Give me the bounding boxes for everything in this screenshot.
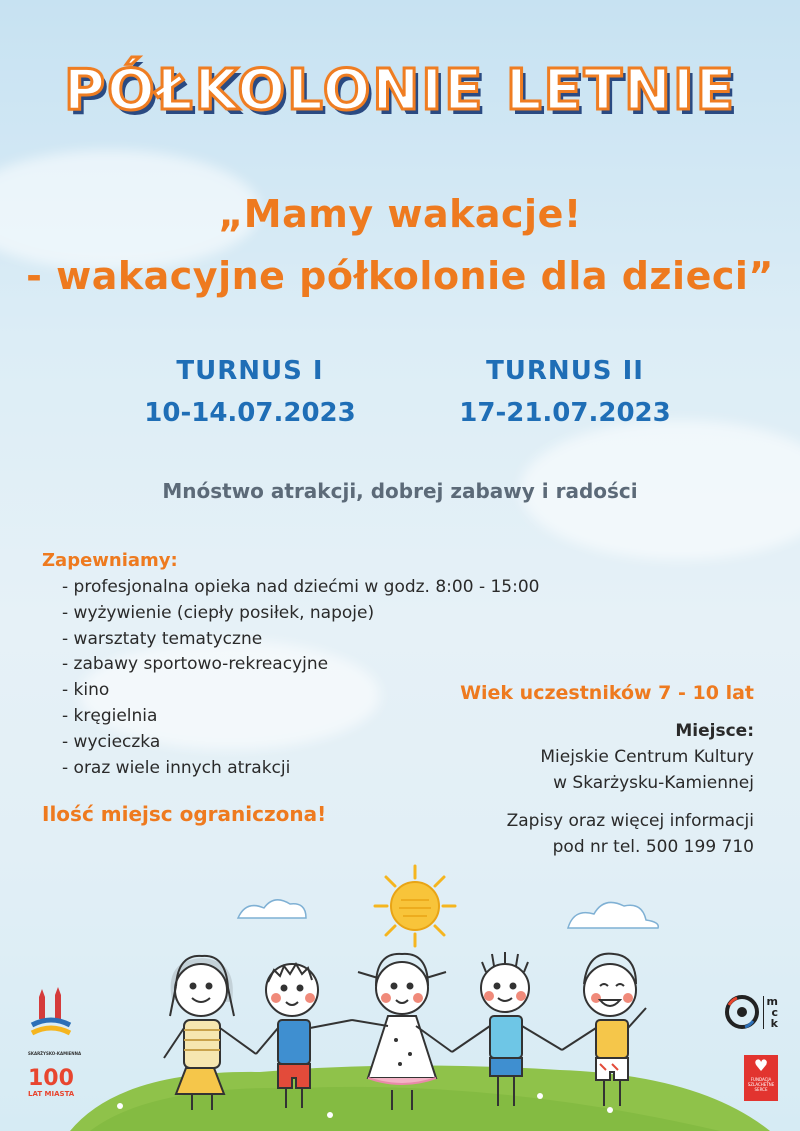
turnus-1-dates: 10-14.07.2023 xyxy=(144,398,356,428)
subtitle-line-1: „Mamy wakacje! xyxy=(218,192,582,236)
sun-icon xyxy=(375,866,455,946)
list-item: - wyżywienie (ciepły posiłek, napoje) xyxy=(62,602,375,623)
contact-line-2: pod nr tel. 500 199 710 xyxy=(552,837,754,857)
anniversary-text: LAT MIASTA xyxy=(28,1090,75,1098)
city-logo-text: SKARŻYSKO-KAMIENNA xyxy=(28,1051,82,1056)
age-range: Wiek uczestników 7 - 10 lat xyxy=(460,682,754,704)
place-line-1: Miejskie Centrum Kultury xyxy=(540,747,754,767)
offer-heading: Zapewniamy: xyxy=(42,550,178,571)
place-label: Miejsce: xyxy=(675,721,754,741)
turnus-1 xyxy=(140,356,360,428)
mck-letter: c xyxy=(771,1005,778,1019)
mck-letter: k xyxy=(770,1016,778,1030)
mck-eye-icon xyxy=(725,995,759,1029)
kids-illustration xyxy=(0,860,800,1131)
list-item: - kino xyxy=(62,680,110,701)
contact-line-1: Zapisy oraz więcej informacji xyxy=(506,811,754,831)
fund-logo xyxy=(744,1055,778,1101)
cloud-icon xyxy=(568,902,658,928)
city-logos xyxy=(28,985,98,1098)
subtitle-line-2: - wakacyjne półkolonie dla dzieci” xyxy=(26,254,774,298)
turnus-2-name: TURNUS II xyxy=(486,356,644,386)
list-item: - kręgielnia xyxy=(62,705,158,726)
mck-letter: m xyxy=(766,994,778,1008)
partner-logos xyxy=(718,995,778,1101)
fund-logo-text: FUNDACJA SZLACHETNE SERCE xyxy=(747,1077,775,1092)
city-crest-icon xyxy=(28,985,74,1047)
list-item: - oraz wiele innych atrakcji xyxy=(62,757,291,778)
cloud-icon xyxy=(238,900,306,918)
heart-icon: ♥ xyxy=(753,1056,769,1075)
poster-title: PÓŁKOLONIE LETNIE xyxy=(64,58,736,123)
limited-places-note: Ilość miejsc ograniczona! xyxy=(42,802,327,826)
place-line-2: w Skarżysku-Kamiennej xyxy=(553,773,754,793)
contact-info xyxy=(507,808,754,860)
list-item: - zabawy sportowo-rekreacyjne xyxy=(62,654,329,675)
list-item: - wycieczka xyxy=(62,731,161,752)
place-info xyxy=(540,718,754,796)
turnus-1-name: TURNUS I xyxy=(176,356,324,386)
anniversary-number: 100 xyxy=(28,1066,74,1091)
turnus-2-dates: 17-21.07.2023 xyxy=(459,398,671,428)
list-item: - warsztaty tematyczne xyxy=(62,628,263,649)
list-item: - profesjonalna opieka nad dziećmi w godz. 8:00 - 15:00 xyxy=(62,577,540,597)
tagline: Mnóstwo atrakcji, dobrej zabawy i radości xyxy=(162,479,638,503)
offer-list xyxy=(62,575,539,781)
turnus-2 xyxy=(455,356,675,428)
